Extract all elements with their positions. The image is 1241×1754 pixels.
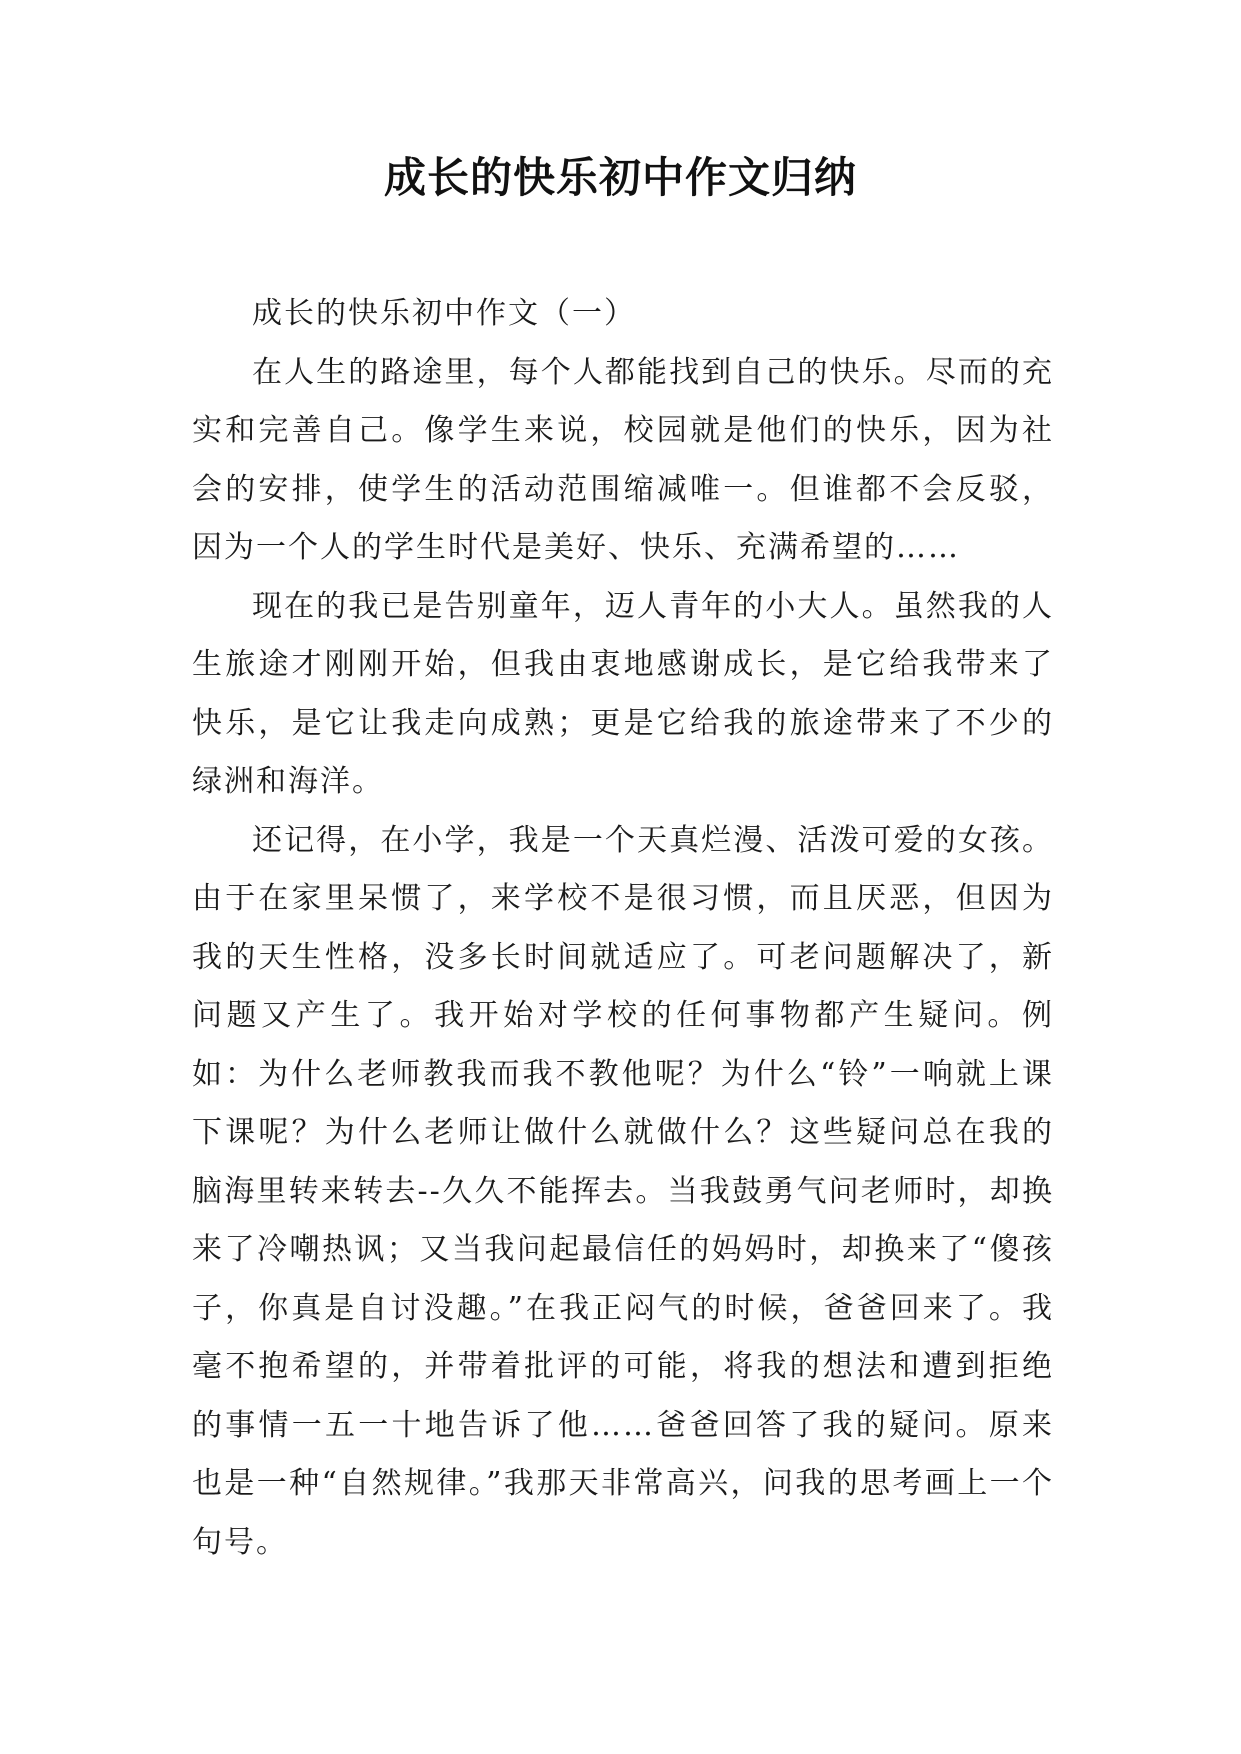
paragraph: 现在的我已是告别童年，迈人青年的小大人。虽然我的人生旅途才刚刚开始，但我由衷地感谢成长，是它给我带来了快乐，是它让我走向成熟；更是它给我的旅途带来了不少的绿洲和海洋。 [192,588,1054,799]
essay-subtitle: 成长的快乐初中作文（一） [252,296,636,331]
document-body [192,285,1054,1572]
document-title: 成长的快乐初中作文归纳 [383,153,857,202]
paragraph: 还记得，在小学，我是一个天真烂漫、活泼可爱的女孩。由于在家里呆惯了，来学校不是很习惯，而且厌恶，但因为我的天生性格，没多长时间就适应了。可老问题解决了，新问题又产生了。我开始对学校的任何事物都产生疑问。例如：为什么老师教我而我不教他呢？为什么“铃”一响就上课下课呢？为什么老师让做什么就做什么？这些疑问总在我的脑海里转来转去--久久不能挥去。当我鼓勇气问老师时，却换来了冷嘲热讽；又当我问起最信任的妈妈时，却换来了“傻孩子，你真是自讨没趣。”在我正闷气的时候，爸爸回来了。我毫不抱希望的，并带着批评的可能，将我的想法和遭到拒绝的事情一五一十地告诉了他……爸爸回答了我的疑问。原来也是一种“自然规律。”我那天非常高兴，问我的思考画上一个句号。 [192,822,1054,1560]
paragraph: 在人生的路途里，每个人都能找到自己的快乐。尽而的充实和完善自己。像学生来说，校园就是他们的快乐，因为社会的安排，使学生的活动范围缩减唯一。但谁都不会反驳，因为一个人的学生时代是美好、快乐、充满希望的…… [192,354,1054,565]
